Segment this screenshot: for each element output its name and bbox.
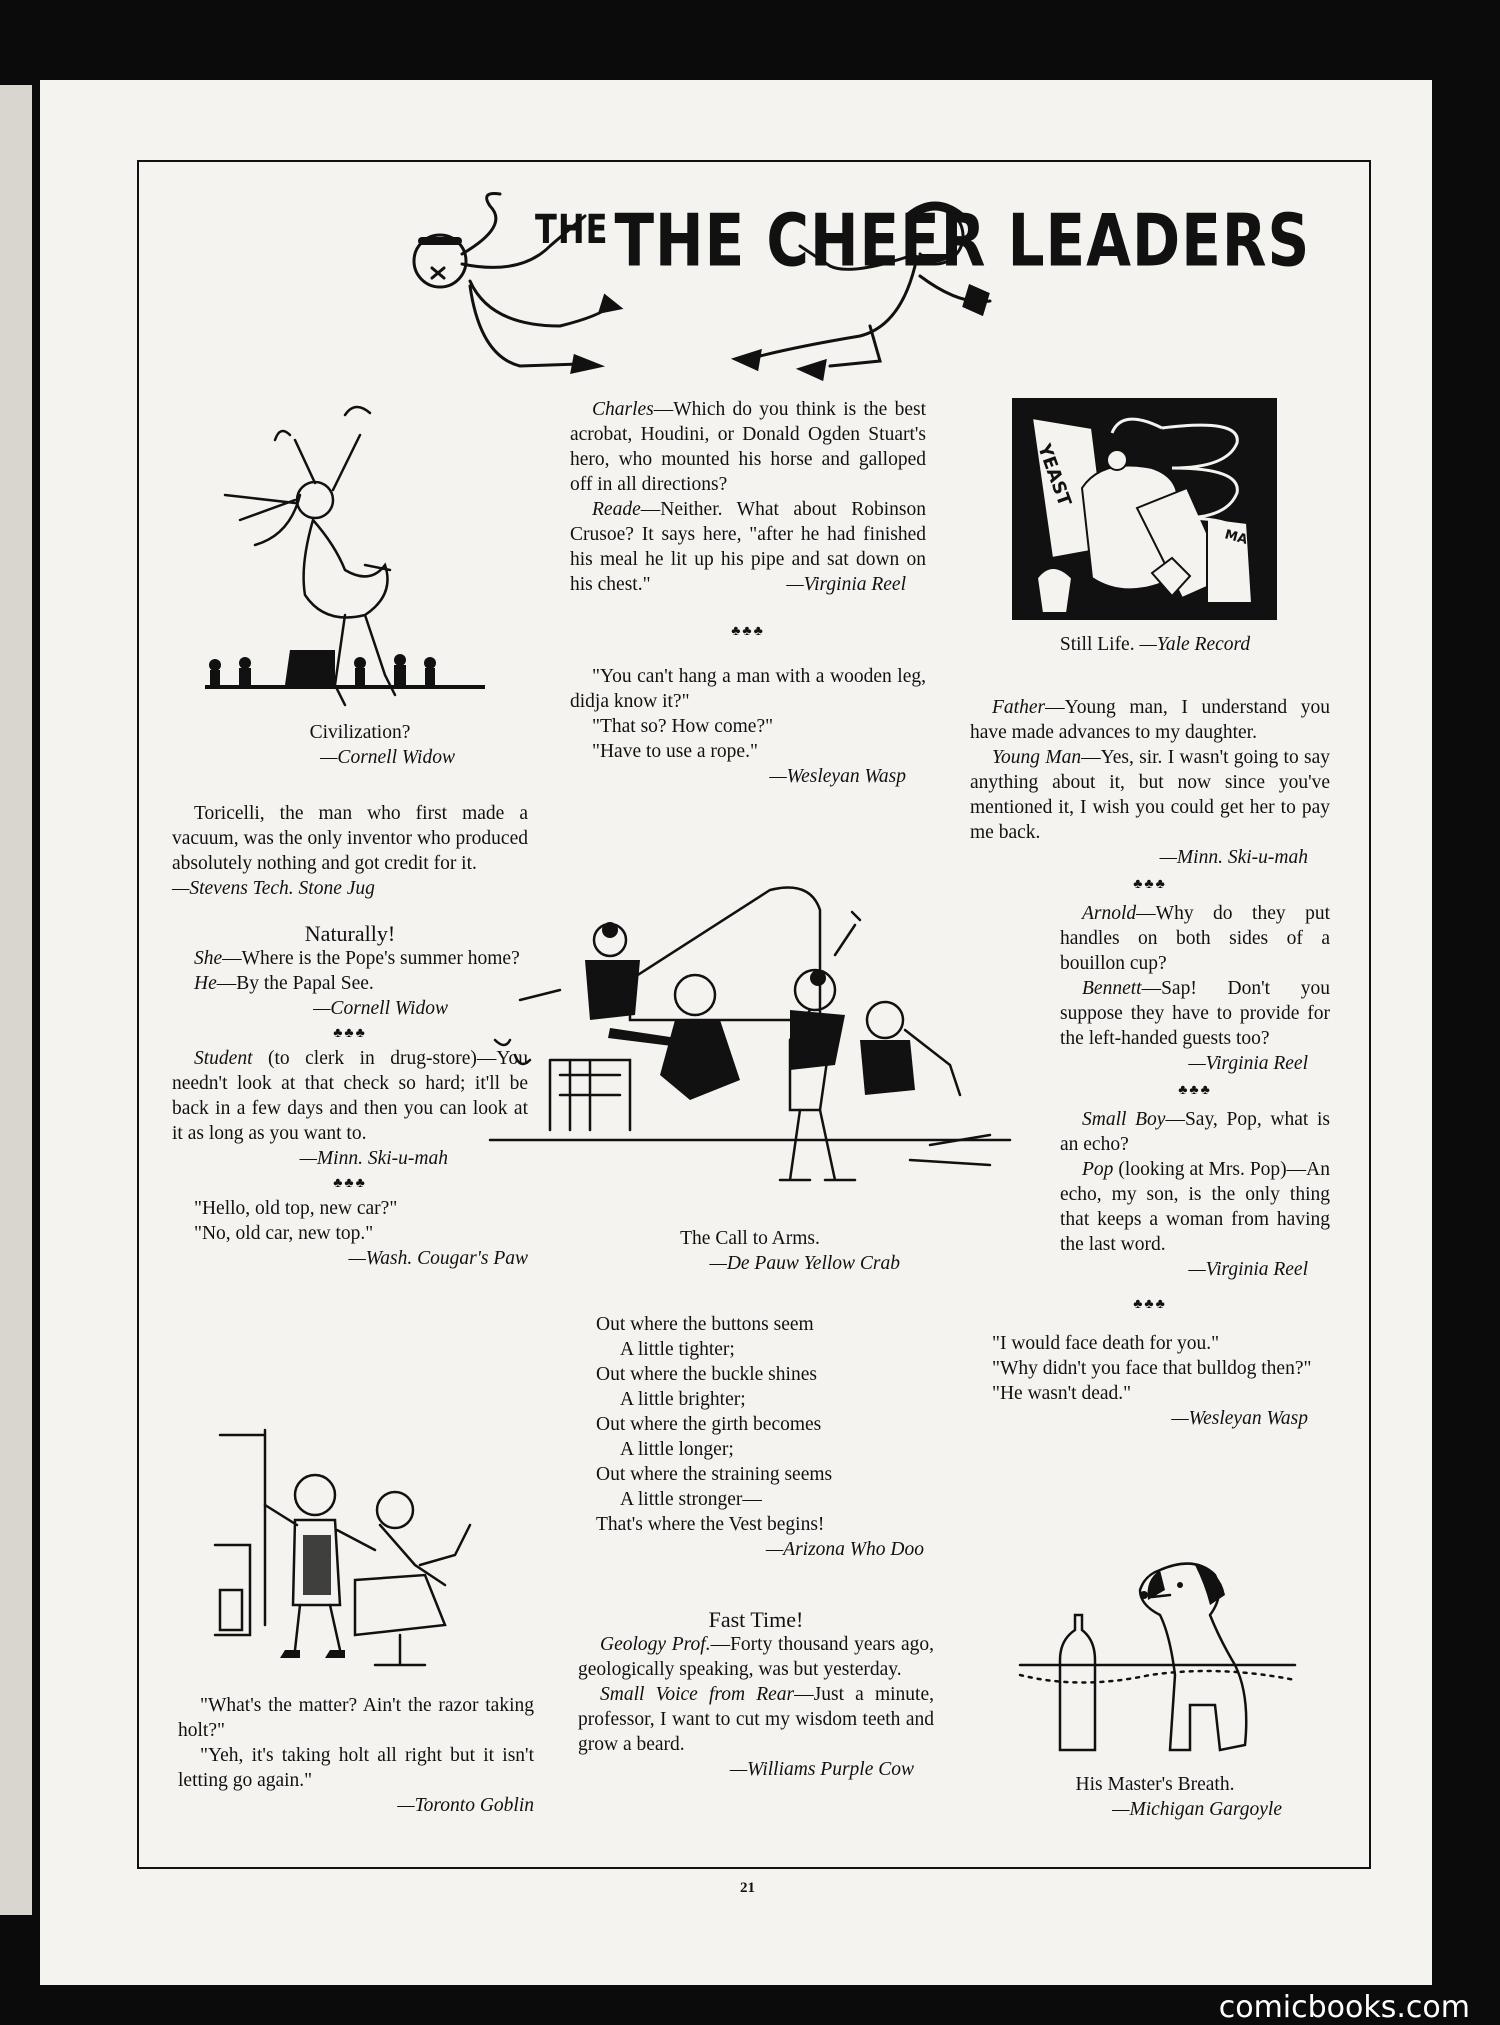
father-source: —Minn. Ski-u-mah [1159, 847, 1308, 868]
voice-speaker: Small Voice from Rear [600, 1684, 795, 1705]
poem-line: Out where the buttons seem [596, 1314, 814, 1335]
geology-speaker: Geology Prof. [600, 1634, 711, 1655]
ornament-divider: ♣♣♣ [1178, 1083, 1212, 1098]
orchestra-caption: The Call to Arms. [680, 1228, 820, 1249]
civilization-source: —Cornell Widow [320, 747, 455, 768]
dog-bottle-cartoon [1020, 1555, 1295, 1760]
car-line-1: "Hello, old top, new car?" [194, 1198, 398, 1219]
civilization-caption-block [170, 720, 550, 770]
leg-line-1: "You can't hang a man with a wooden leg, didja know it?" [570, 666, 926, 712]
poem-line: A little longer; [620, 1439, 734, 1460]
poem-line: A little tighter; [620, 1339, 735, 1360]
car-source: —Wash. Cougar's Paw [348, 1248, 528, 1269]
orchestra-source: —De Pauw Yellow Crab [709, 1253, 900, 1274]
toricelli-source: —Stevens Tech. Stone Jug [172, 878, 375, 899]
echo-source: —Virginia Reel [1188, 1259, 1308, 1280]
bouillon-joke [970, 901, 1330, 1157]
young-man-speaker: Young Man [992, 747, 1082, 768]
pop-line: (looking at Mrs. Pop)—An echo, my son, is the only thing that keeps a woman from having the last word. [1060, 1159, 1330, 1255]
poem-line: Out where the straining seems [596, 1464, 833, 1485]
yeast-label: YEAST [1033, 441, 1075, 510]
still-life-cartoon [1012, 398, 1277, 620]
barber-line-2: "Yeh, it's taking holt all right but it isn't letting go again." [178, 1745, 534, 1791]
reade-speaker: Reade [592, 499, 641, 520]
barber-source: —Toronto Goblin [397, 1795, 534, 1816]
dog-source: —Michigan Gargoyle [1112, 1799, 1282, 1820]
reade-line: —Neither. What about Robinson Crusoe? It says here, "after he had finished his meal he lit up his pipe and sat down on his chest." [570, 499, 926, 595]
poem-source: —Arizona Who Doo [765, 1539, 924, 1560]
small-boy-line: —Say, Pop, what is an echo? [1060, 1109, 1331, 1155]
barber-joke [178, 1693, 534, 1818]
poem-line: Out where the buckle shines [596, 1364, 817, 1385]
charles-speaker: Charles [592, 399, 654, 420]
poem-line: Out where the girth becomes [596, 1414, 822, 1435]
student-source: —Minn. Ski-u-mah [299, 1148, 448, 1169]
ornament-divider: ♣♣♣ [731, 624, 765, 639]
bennett-line: —Sap! Don't you suppose they have to provide for the left-handed guests too? [1060, 978, 1330, 1049]
toricelli-joke: Toricelli, the man who first made a vacuum, was the only inventor who produced absolutely nothing and got credit for it. [172, 803, 528, 874]
car-line-2: "No, old car, new top." [194, 1223, 374, 1244]
student-speaker: Student [194, 1048, 253, 1069]
naturally-source: —Cornell Widow [313, 998, 448, 1019]
arnold-line: —Why do they put handles on both sides of a bouillon cup? [1060, 903, 1330, 974]
ornament-divider: ♣♣♣ [1133, 877, 1167, 892]
page-number: 21 [740, 1880, 755, 1896]
reade-source: —Virginia Reel [786, 574, 906, 595]
page-title-text: THE CHEER LEADERS [614, 198, 1311, 283]
ornament-divider: ♣♣♣ [333, 1026, 367, 1041]
page-title: $^{THE}$ THE CHEER LEADERS [535, 198, 1311, 283]
fast-time-heading: Fast Time! [708, 1607, 804, 1632]
pop-speaker: Pop [1082, 1159, 1114, 1180]
leg-line-3: "Have to use a rope." [592, 741, 758, 762]
young-man-line: —Yes, sir. I wasn't going to say anything about it, but now since you've mentioned it, I wish you could get her to pay me back. [970, 747, 1330, 843]
charles-line: —Which do you think is the best acrobat, Houdini, or Donald Ogden Stuart's hero, who mounted his horse and galloped off in all directions? [570, 399, 926, 495]
death-source: —Wesleyan Wasp [1171, 1408, 1308, 1429]
fast-time-joke [578, 1607, 934, 1782]
he-speaker: He [194, 973, 217, 994]
poem-line: A little brighter; [620, 1389, 746, 1410]
right-column-text [970, 695, 1330, 1431]
arnold-speaker: Arnold [1082, 903, 1137, 924]
he-line: —By the Papal See. [216, 973, 374, 994]
site-watermark: comicbooks.com [1218, 1990, 1470, 2025]
orchestra-caption-block [630, 1226, 920, 1276]
still-life-caption: Still Life. [1059, 634, 1135, 655]
poem-line: That's where the Vest begins! [596, 1514, 825, 1535]
bennett-speaker: Bennett [1082, 978, 1142, 999]
father-line: —Young man, I understand you have made advances to my daughter. [970, 697, 1330, 743]
facing-page-edge [0, 85, 32, 1915]
dog-caption-block [1020, 1772, 1290, 1822]
flapper-cartoon [195, 395, 495, 715]
dog-caption: His Master's Breath. [1075, 1774, 1235, 1795]
left-column-text [172, 801, 528, 1271]
leg-line-2: "That so? How come?" [592, 716, 774, 737]
death-line-3: "He wasn't dead." [992, 1383, 1132, 1404]
vest-poem [596, 1312, 926, 1562]
voice-line: —Just a minute, professor, I want to cut my wisdom teeth and grow a beard. [578, 1684, 934, 1755]
orchestra-cartoon [490, 880, 1010, 1205]
barber-cartoon [205, 1425, 495, 1675]
death-line-2: "Why didn't you face that bulldog then?" [992, 1358, 1312, 1379]
she-line: —Where is the Pope's summer home? [222, 948, 520, 969]
ornament-divider: ♣♣♣ [333, 1176, 367, 1191]
still-life-source: —Yale Record [1139, 634, 1251, 655]
student-line: (to clerk in drug-store)—You needn't look at that check so hard; it'll be back in a few days and then you can look at it as long as you want to. [172, 1048, 528, 1144]
bouillon-source: —Virginia Reel [1188, 1053, 1308, 1074]
poem-line: A little stronger— [620, 1489, 762, 1510]
father-speaker: Father [992, 697, 1046, 718]
death-line-1: "I would face death for you." [992, 1333, 1220, 1354]
she-speaker: She [194, 948, 223, 969]
leg-source: —Wesleyan Wasp [769, 766, 906, 787]
middle-column-top [570, 397, 926, 789]
civilization-caption: Civilization? [309, 722, 411, 743]
ornament-divider: ♣♣♣ [1133, 1297, 1167, 1312]
naturally-heading: Naturally! [304, 921, 396, 946]
malt-label: MALT [1222, 527, 1264, 552]
small-boy-speaker: Small Boy [1082, 1109, 1166, 1130]
barber-line-1: "What's the matter? Ain't the razor taking holt?" [178, 1695, 534, 1741]
still-life-caption-block [1020, 632, 1290, 657]
geology-line: —Forty thousand years ago, geologically speaking, was but yesterday. [578, 1634, 934, 1680]
fast-time-source: —Williams Purple Cow [729, 1759, 914, 1780]
